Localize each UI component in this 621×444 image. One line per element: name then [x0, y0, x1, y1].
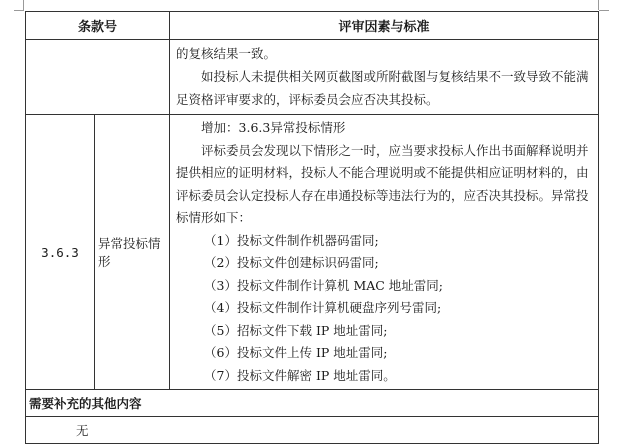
- list-item: （7）投标文件解密 IP 地址雷同。: [204, 367, 396, 383]
- continuation-row: [26, 40, 599, 115]
- clause-intro: 评标委员会发现以下情形之一时，应当要求投标人作出书面解释说明并提供相应的证明材料，投标人不能合理说明或不能提供相应证明材料的，由评标委员会认定投标人存在串通投标等违法行为的，应否决其投标。异常投标情形如下：: [176, 142, 589, 225]
- extra-heading: 需要补充的其他内容: [26, 390, 599, 417]
- clause-addition: 增加：3.6.3异常投标情形: [201, 120, 346, 135]
- clause-body: [170, 115, 599, 390]
- header-criteria: 评审因素与标准: [170, 12, 599, 40]
- extra-body: 无: [26, 417, 599, 444]
- extra-heading-row: [26, 390, 599, 417]
- continuation-blank-cell: [26, 40, 170, 115]
- clause-name: 异常投标情形: [95, 115, 170, 390]
- list-item: （2）投标文件创建标识码雷同;: [204, 255, 379, 270]
- list-item: （1）投标文件制作机器码雷同;: [204, 232, 379, 248]
- extra-body-row: [26, 417, 599, 444]
- crop-mark-top-right: [599, 10, 609, 11]
- list-item: （5）招标文件下载 IP 地址雷同;: [204, 322, 388, 338]
- list-item: （6）投标文件上传 IP 地址雷同;: [204, 345, 388, 360]
- list-item: （3）投标文件制作计算机 MAC 地址雷同;: [204, 277, 444, 293]
- list-item: （4）投标文件制作计算机硬盘序列号雷同;: [204, 300, 442, 315]
- header-row: [26, 12, 599, 40]
- crop-mark-top-right-vertical: [598, 0, 599, 10]
- crop-mark-top-left-vertical: [23, 0, 24, 10]
- header-clause-number: 条款号: [26, 12, 170, 40]
- crop-mark-top-left: [14, 10, 24, 11]
- continuation-line-2: 如投标人未提供相关网页截图或所附截图与复核结果不一致导致不能满足资格评审要求的，评标委员会应否决其投标。: [176, 69, 589, 107]
- clause-row: [26, 115, 599, 390]
- continuation-line-1: 的复核结果一致。: [176, 46, 277, 61]
- clause-table: [25, 11, 599, 444]
- clause-number: 3.6.3: [26, 115, 95, 390]
- continuation-cell: [170, 40, 599, 115]
